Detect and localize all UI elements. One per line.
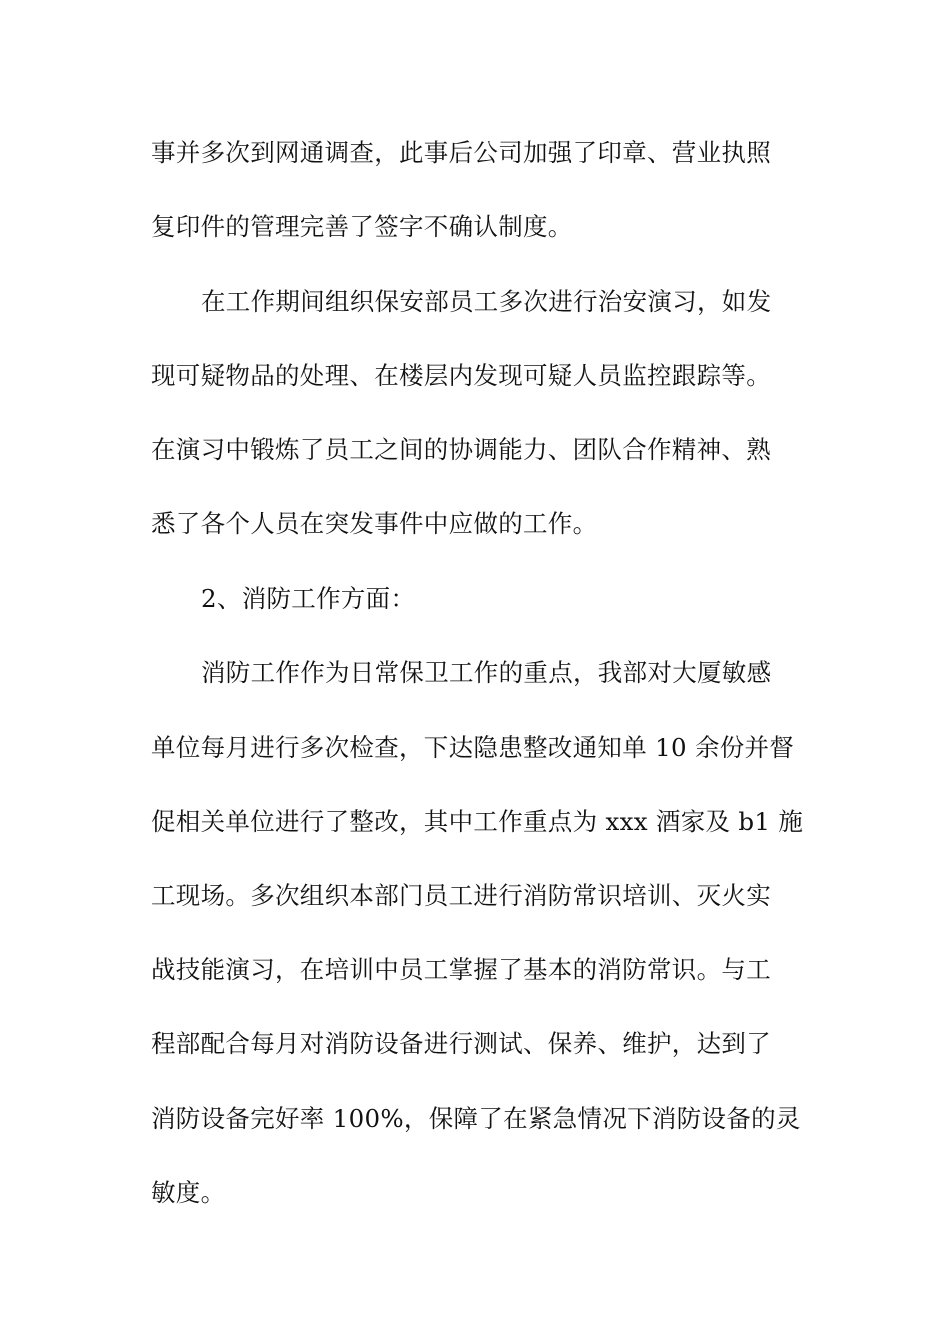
paragraph-line: 战技能演习，在培训中员工掌握了基本的消防常识。与工 bbox=[151, 955, 771, 984]
section-heading: 2、消防工作方面： bbox=[201, 584, 416, 613]
paragraph-line: 复印件的管理完善了签字不确认制度。 bbox=[151, 212, 573, 241]
paragraph-line: 敏度。 bbox=[151, 1178, 226, 1207]
paragraph-line: 在演习中锻炼了员工之间的协调能力、团队合作精神、熟 bbox=[151, 435, 771, 464]
paragraph-line: 现可疑物品的处理、在楼层内发现可疑人员监控跟踪等。 bbox=[151, 361, 771, 390]
paragraph-line: 促相关单位进行了整改，其中工作重点为 xxx 酒家及 b1 施 bbox=[151, 807, 804, 836]
paragraph-line: 消防设备完好率 100%，保障了在紧急情况下消防设备的灵 bbox=[151, 1104, 801, 1133]
paragraph-line: 程部配合每月对消防设备进行测试、保养、维护，达到了 bbox=[151, 1029, 771, 1058]
paragraph-line: 悉了各个人员在突发事件中应做的工作。 bbox=[151, 509, 598, 538]
paragraph-line: 单位每月进行多次检查，下达隐患整改通知单 10 余份并督 bbox=[151, 733, 795, 762]
paragraph-line: 消防工作作为日常保卫工作的重点，我部对大厦敏感 bbox=[201, 658, 772, 687]
paragraph-line: 事并多次到网通调查，此事后公司加强了印章、营业执照 bbox=[151, 138, 771, 167]
paragraph-line: 工现场。多次组织本部门员工进行消防常识培训、灭火实 bbox=[151, 881, 771, 910]
paragraph-line: 在工作期间组织保安部员工多次进行治安演习，如发 bbox=[201, 287, 772, 316]
